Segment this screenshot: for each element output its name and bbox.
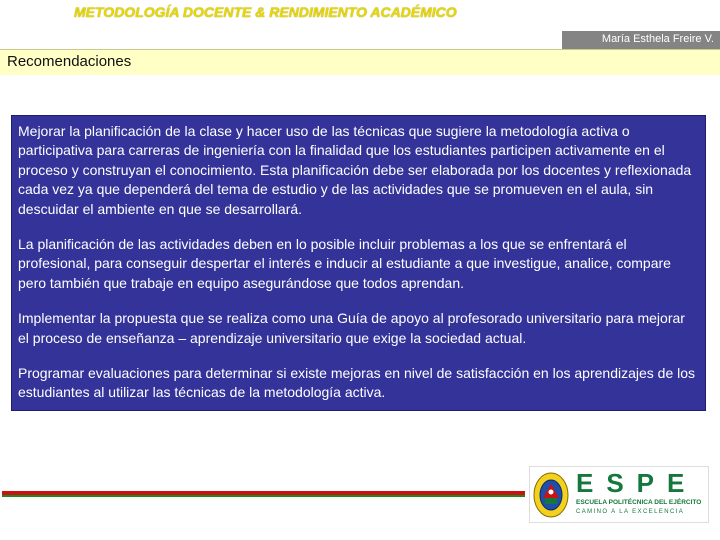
espe-logo	[529, 466, 709, 523]
recommendation-paragraph: Programar evaluaciones para determinar si existe mejoras en nivel de satisfacción en los aprendizajes de los estudiantes al utilizar las técnicas de la metodología activa.	[18, 365, 696, 401]
recommendation-paragraph: Implementar la propuesta que se realiza como una Guía de apoyo al profesorado universitario para mejorar el proceso de enseñanza – aprendizaje universitario que exige la sociedad actual.	[18, 310, 685, 346]
footer-line-green	[2, 495, 525, 497]
espe-shield-icon	[532, 470, 570, 520]
recommendation-paragraph: Mejorar la planificación de la clase y hacer uso de las técnicas que sugiere la metodología activa o participativa para carreras de ingeniería con la finalidad que los estudiantes participen activamente en el proceso y construyan el conocimiento. Esta planificación debe ser elaborada por los docentes y reflexionada cada vez ya que dependerá del tema de estudio y de las actividades que se promueven en el aula, sin descuidar el ambiente en que se desarrollará.	[18, 123, 692, 217]
recommendation-paragraph: La planificación de las actividades deben en lo posible incluir problemas a los que se enfrentará el profesional, para conseguir despertar el interés e inducir al estudiante a que investigue, analice, compare pero también que trabaje en equipo asegurándose que todos aprendan.	[18, 236, 671, 291]
section-title: Recomendaciones	[7, 53, 132, 70]
author-bar	[562, 31, 720, 49]
section-bar	[0, 49, 720, 75]
logo-motto: CAMINO A LA EXCELENCIA	[576, 509, 685, 515]
logo-subtitle: ESCUELA POLITÉCNICA DEL EJÉRCITO	[576, 499, 702, 506]
author-name: María Esthela Freire V.	[601, 33, 714, 45]
recommendations-box	[11, 115, 706, 411]
logo-name: ESPE	[576, 468, 698, 498]
slide-title: METODOLOGÍA DOCENTE & RENDIMIENTO ACADÉMICO	[74, 4, 457, 20]
